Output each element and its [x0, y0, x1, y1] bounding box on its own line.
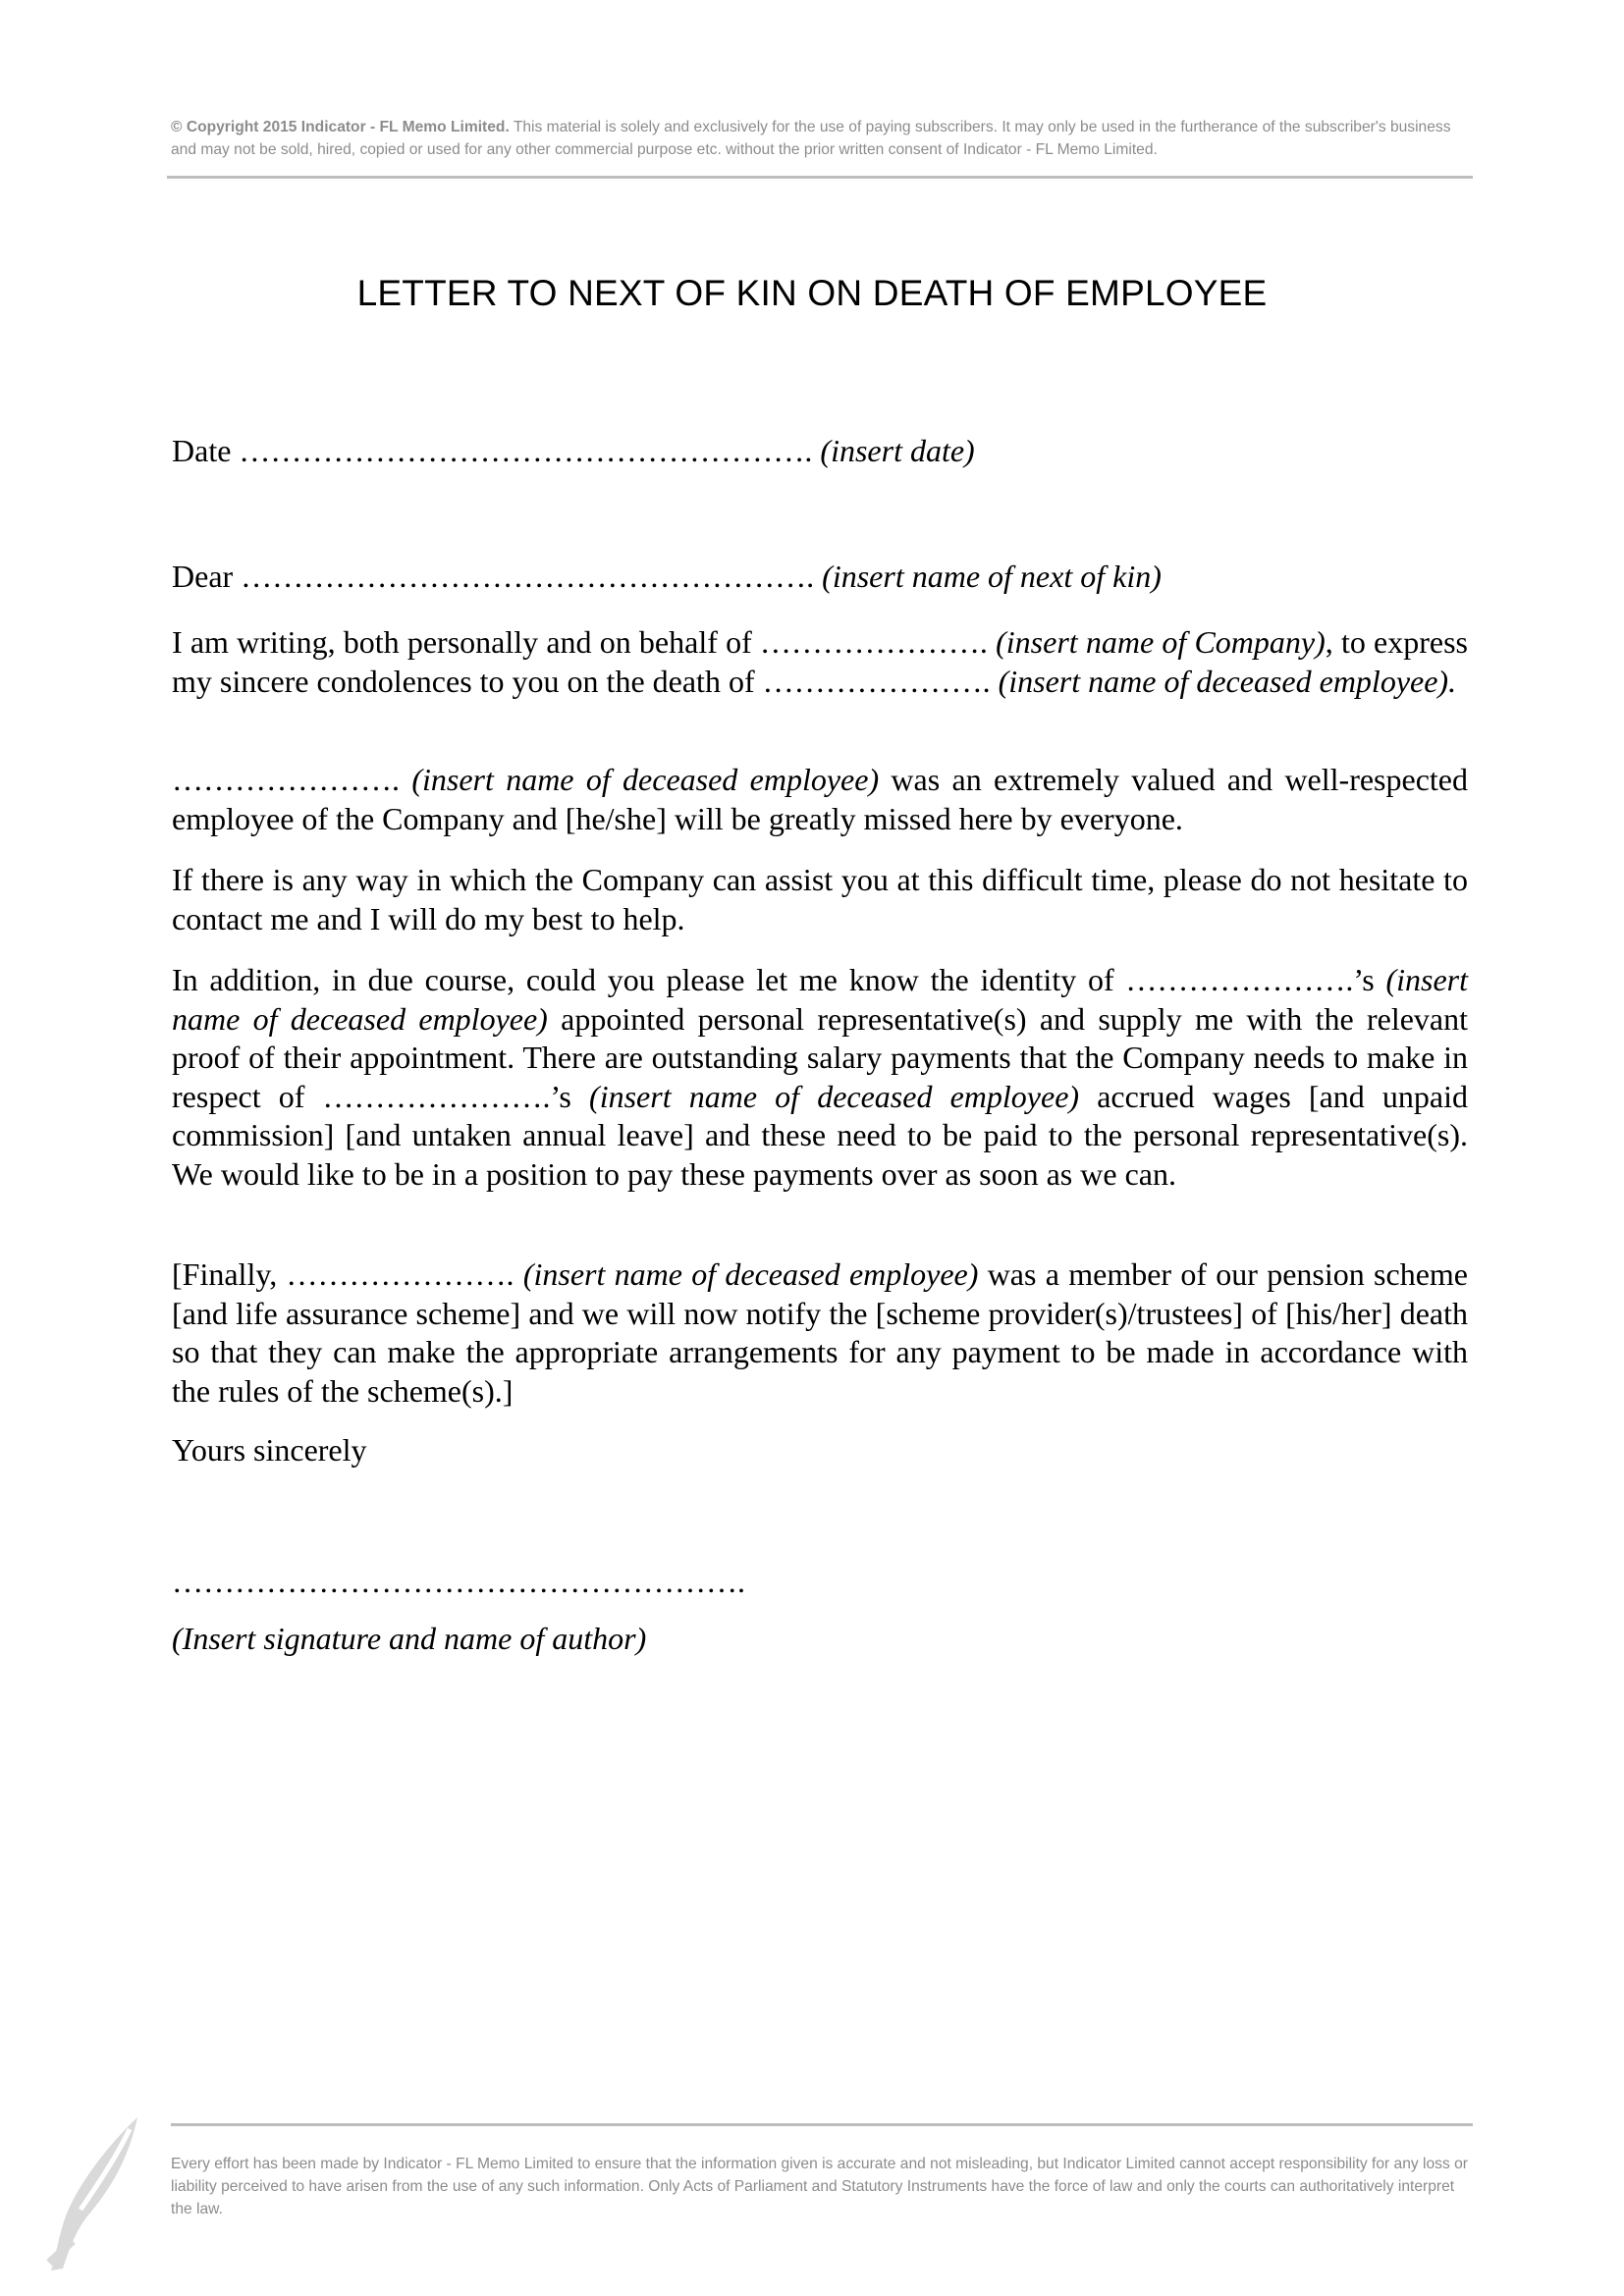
- copyright-owner: © Copyright 2015 Indicator - FL Memo Limited.: [171, 119, 510, 135]
- para4-hint-employee-2: (insert name of deceased employee): [589, 1078, 1080, 1114]
- para4-hint-employee-1: (insert name of deceased employee): [172, 962, 1468, 1037]
- para5-text-2: was a member of our pension scheme [and life assurance scheme] and we will now notify the [scheme provider(s)/trustees] of [his/her] death so that they can make the appropriate arrangements for any payment to be made in accordance with the rules of the scheme(s).]: [172, 1256, 1469, 1409]
- para2-text-2: was an extremely valued and well-respected employee of the Company and [he/she] will be greatly missed here by everyone.: [172, 762, 1469, 836]
- representative-paragraph: [172, 961, 1468, 1194]
- para4-text-1: In addition, in due course, could you please let me know the identity of ………………….’s: [172, 962, 1386, 997]
- date-hint: (insert date): [820, 433, 975, 468]
- pension-paragraph: [172, 1255, 1468, 1411]
- assistance-paragraph: [172, 861, 1468, 938]
- document-title: LETTER TO NEXT OF KIN ON DEATH OF EMPLOYEE: [356, 273, 1268, 313]
- tribute-paragraph: [172, 761, 1468, 838]
- para2-text-1: ………………….: [172, 762, 412, 797]
- date-line: [172, 432, 1468, 471]
- date-label: Date ……………………………………………….: [172, 433, 821, 468]
- signature-hint-text: (Insert signature and name of author): [172, 1621, 647, 1656]
- para1-text-1: I am writing, both personally and on behalf of ………………….: [172, 624, 997, 660]
- para4-text-3: accrued wages [and unpaid commission] [and untaken annual leave] and these need to be paid to the personal representative(s). We would like to be in a position to pay these payments over as soon as we can.: [172, 1078, 1469, 1192]
- salutation-hint: (insert name of next of kin): [822, 559, 1162, 594]
- para4-text-2: appointed personal representative(s) and supply me with the relevant proof of their appointment. There are outstanding salary payments that the Company needs to make in respect of ………………….’s: [172, 1000, 1469, 1114]
- para5-text-1: [Finally, ………………….: [172, 1256, 523, 1292]
- para1-text-2: , to express my sincere condolences to you on the death of ………………….: [172, 624, 1469, 699]
- copyright-notice: This material is solely and exclusively for the use of paying subscribers. It may only be used in the furtherance of the subscriber's business and may not be sold, hired, copied or used for any other commercial purpose etc. without the prior written consent of Indicator - FL Memo Limited.: [171, 119, 1451, 158]
- copyright-header: [171, 116, 1463, 161]
- signature-hint: [172, 1620, 1468, 1659]
- closing-line: Yours sincerely: [172, 1432, 367, 1468]
- footer-divider: [171, 2123, 1473, 2126]
- para5-hint-employee: (insert name of deceased employee): [522, 1256, 979, 1292]
- signature-line: ……………………………………………….: [172, 1564, 745, 1599]
- salutation-label: Dear ……………………………………………….: [172, 559, 823, 594]
- salutation-line: [172, 558, 1468, 597]
- condolence-paragraph: [172, 623, 1468, 701]
- header-divider: [167, 176, 1473, 179]
- para1-hint-employee: (insert name of deceased employee).: [998, 663, 1457, 699]
- para2-hint-employee: (insert name of deceased employee): [411, 762, 880, 797]
- para3-text: If there is any way in which the Company can assist you at this difficult time, please do not hesitate to contact me and I will do my best to help.: [172, 862, 1468, 936]
- para1-hint-company: (insert name of Company): [996, 624, 1326, 660]
- quill-leaf-logo-icon: [39, 2115, 147, 2272]
- disclaimer-footer: Every effort has been made by Indicator - FL Memo Limited to ensure that the information given is accurate and not misleading, but Indicator Limited cannot accept responsibility for any loss or liability perceived to have arisen from the use of any such information. Only Acts of Parliament and Statutory Instruments have the force of law and only the courts can authoritatively interpret the law.: [171, 2156, 1468, 2217]
